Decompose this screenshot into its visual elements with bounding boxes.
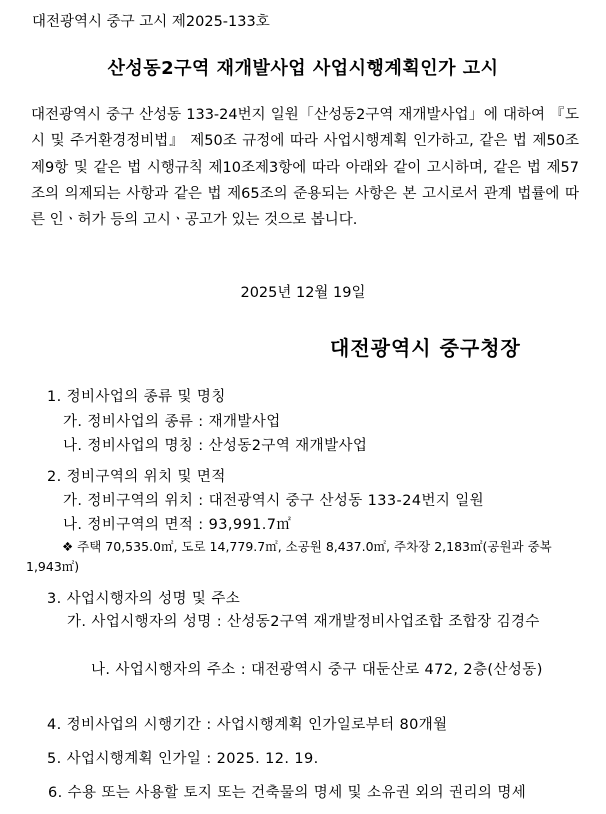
notice-date: 2025년 12월 19일 (240, 285, 366, 301)
section-1-item-a: 가. 정비사업의 종류 : 재개발사업 (63, 414, 281, 430)
section-3-item-a: 가. 사업시행자의 성명 : 산성동2구역 재개발정비사업조합 조합장 김경수 (67, 614, 540, 630)
section-3-heading: 3. 사업시행자의 성명 및 주소 (47, 591, 241, 607)
section-6-heading: 6. 수용 또는 사용할 토지 또는 건축물의 명세 및 소유권 외의 권리의 명세 (48, 785, 527, 801)
notice-body-paragraph: 대전광역시 중구 산성동 133-24번지 일원「산성동2구역 재개발사업」에 대하여 『도시 및 주거환경정비법』 제50조 규정에 따라 사업시행계획 인가하고, 같은 법 제50조제9항 및 같은 법 시행규칙 제10조제3항에 따라 아래와 같이 고시하며, 같은 법 제57조의 의제되는 사항과 같은 법 제65조의 준용되는 사항은 본 고시로서 관계 법률에 따른 인ㆍ허가 등의 고시ㆍ공고가 있는 것으로 봅니다. (31, 107, 579, 229)
section-2-item-b: 나. 정비구역의 면적 : 93,991.7㎡ (63, 517, 292, 533)
section-4-heading: 4. 정비사업의 시행기간 : 사업시행계획 인가일로부터 80개월 (47, 717, 448, 733)
issuing-authority: 대전광역시 중구청장 (330, 336, 521, 360)
section-1-item-b: 나. 정비사업의 명칭 : 산성동2구역 재개발사업 (63, 438, 368, 454)
section-5-heading: 5. 사업시행계획 인가일 : 2025. 12. 19. (47, 751, 319, 767)
section-2-area-breakdown-note: ❖ 주택 70,535.0㎡, 도로 14,779.7㎡, 소공원 8,437.0㎡, 주차장 2,183㎡(공원과 중복 1,943㎡) (26, 539, 552, 574)
document-title: 산성동2구역 재개발사업 사업시행계획인가 고시 (107, 58, 499, 79)
section-2-heading: 2. 정비구역의 위치 및 면적 (47, 469, 226, 485)
section-1-heading: 1. 정비사업의 종류 및 명칭 (47, 389, 226, 405)
section-3-item-b: 나. 사업시행자의 주소 : 대전광역시 중구 대둔산로 472, 2층(산성동) (91, 662, 543, 678)
notice-number: 대전광역시 중구 고시 제2025-133호 (32, 14, 270, 30)
section-2-item-a: 가. 정비구역의 위치 : 대전광역시 중구 산성동 133-24번지 일원 (63, 493, 485, 509)
